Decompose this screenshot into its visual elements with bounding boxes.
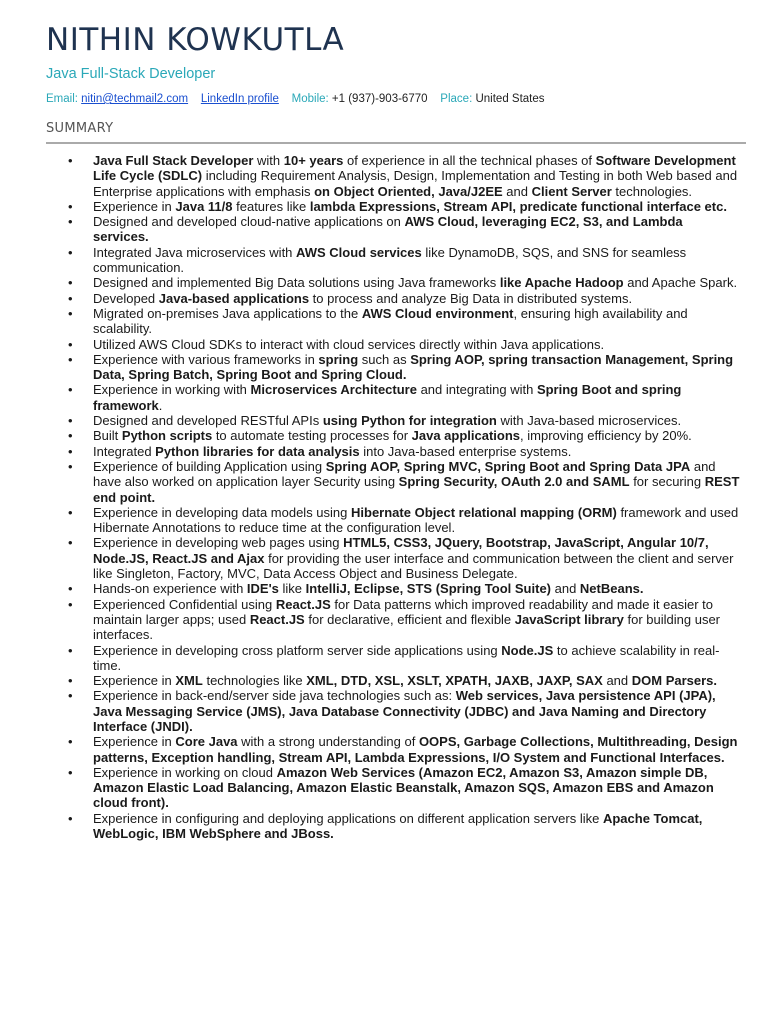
summary-item-text: and have also worked on application layer Security using <box>93 458 716 490</box>
summary-item-bold-text: OOPS, Garbage Collections, Multithreading, Design patterns, Exception handling, Stream API, Lambda Expressions, I/O System and Functional Interfaces. <box>93 734 738 765</box>
summary-item-text: technologies. <box>611 183 693 199</box>
summary-item-bold-text: Java applications <box>411 428 521 444</box>
summary-item-text: Experienced Confidential using <box>93 596 276 612</box>
summary-item <box>93 811 741 842</box>
summary-item-text: for declarative, efficient and flexible <box>304 611 515 627</box>
summary-item-text: Experience in developing data models using <box>93 504 352 520</box>
summary-item-bold-text: Amazon Web Services (Amazon EC2, Amazon S3, Amazon simple DB, Amazon Elastic Load Balancing, Amazon Elastic Beanstalk, Amazon SQS, Amazon EBS and Amazon cloud front). <box>93 764 714 811</box>
summary-item-text: Integrated <box>93 443 156 459</box>
summary-item-bold-text: HTML5, CSS3, JQuery, Bootstrap, JavaScript, Angular 10/7, Node.JS, React.JS and Ajax <box>93 535 709 566</box>
summary-item-bold-text: React.JS <box>249 611 305 627</box>
place-value: United States <box>475 93 545 105</box>
summary-item-text: Designed and implemented Big Data solutions using Java frameworks <box>93 275 500 291</box>
summary-item-bold-text: DOM Parsers. <box>631 673 718 689</box>
summary-item-text: to achieve scalability in real-time. <box>93 642 720 673</box>
contact-line <box>46 93 545 105</box>
summary-item-bold-text: AWS Cloud environment <box>361 305 514 321</box>
summary-item-text: of experience in all the technical phases of <box>343 153 596 168</box>
summary-item <box>93 444 741 459</box>
email-link[interactable]: nitin@techmail2.com <box>81 93 189 105</box>
summary-item <box>93 245 741 276</box>
summary-item-bold-text: NetBeans. <box>579 581 644 597</box>
summary-item-bold-text: using Python for integration <box>322 413 497 429</box>
summary-item-text: and Apache Spark. <box>623 275 738 291</box>
summary-item <box>93 153 741 199</box>
summary-item-text: Designed and developed RESTful APIs <box>93 413 323 429</box>
summary-item-bold-text: Microservices Architecture <box>250 382 417 398</box>
summary-item-text: Experience in developing web pages using <box>93 535 344 551</box>
summary-item <box>93 673 741 688</box>
section-divider <box>46 142 746 144</box>
summary-item <box>93 597 741 643</box>
summary-item-text: Hands-on experience with <box>93 581 247 597</box>
summary-item-bold-text: JavaScript library <box>514 611 624 627</box>
summary-item-bold-text: REST end point. <box>93 474 740 505</box>
summary-item-text: framework and used Hibernate Annotations to reduce time at the configuration level. <box>93 504 739 536</box>
summary-item-text: Experience of building Application using <box>93 458 326 474</box>
summary-item-bold-text: Node.JS <box>501 642 554 658</box>
summary-item <box>93 199 741 214</box>
summary-item <box>93 505 741 536</box>
summary-item-text: with Java-based microservices. <box>496 413 682 429</box>
summary-item-text: and <box>602 673 632 689</box>
summary-item-bold-text: Client Server <box>531 183 612 199</box>
summary-item-text: and <box>502 183 532 199</box>
summary-item-text: with a strong understanding of <box>237 734 419 750</box>
summary-item-bold-text: Web services, Java persistence API (JPA), Java Messaging Service (JMS), Java Database Connectivity (JDBC) and Java Naming and Directory Interface (JNDI). <box>93 688 716 734</box>
summary-item <box>93 382 741 413</box>
summary-item-bold-text: IDE's <box>246 581 279 597</box>
summary-item-bold-text: React.JS <box>275 596 331 612</box>
summary-item <box>93 581 741 596</box>
summary-item <box>93 352 741 383</box>
summary-item-bold-text: Java Full Stack Developer <box>93 153 254 168</box>
summary-item-text: Utilized AWS Cloud SDKs to interact with cloud services directly within Java applications. <box>93 336 605 352</box>
summary-item-bold-text: spring <box>318 351 359 367</box>
summary-item-text: with <box>253 153 284 168</box>
summary-item-text: Experience in working on cloud <box>93 764 277 780</box>
summary-item-text: Experience in <box>93 198 176 214</box>
summary-item-text: for securing <box>629 474 705 490</box>
summary-item <box>93 765 741 811</box>
candidate-name: NITHIN KOWKUTLA <box>46 22 345 58</box>
summary-item-text: Experience in developing cross platform server side applications using <box>93 642 502 658</box>
summary-item-bold-text: 10+ years <box>283 153 344 168</box>
summary-item <box>93 535 741 581</box>
summary-item-text: Experience in <box>93 673 176 689</box>
summary-item-bold-text: Spring AOP, Spring MVC, Spring Boot and Spring Data JPA <box>325 458 691 474</box>
summary-item <box>93 734 741 765</box>
summary-item-text: Experience with various frameworks in <box>93 351 319 367</box>
summary-item-bold-text: Spring Boot and spring framework <box>93 382 682 413</box>
summary-item-text: Designed and developed cloud-native applications on <box>93 214 405 230</box>
summary-item-bold-text: AWS Cloud services <box>296 244 422 260</box>
mobile-label: Mobile: <box>291 93 329 105</box>
summary-item-text: , ensuring high availability and scalability. <box>93 305 688 337</box>
summary-item <box>93 291 741 306</box>
summary-item-text: Migrated on-premises Java applications to the <box>93 305 362 321</box>
summary-item <box>93 337 741 352</box>
summary-item <box>93 459 741 505</box>
summary-item <box>93 214 741 245</box>
summary-item-text: like <box>278 581 306 597</box>
summary-item-text: like DynamoDB, SQS, and SNS for seamless communication. <box>93 244 687 276</box>
place-label: Place: <box>440 93 473 105</box>
summary-item-bold-text: AWS Cloud, leveraging EC2, S3, and Lambda services. <box>93 214 683 245</box>
summary-item-text: and <box>551 581 580 597</box>
summary-item <box>93 306 741 337</box>
summary-item <box>93 428 741 443</box>
summary-item-text: Experience in back-end/server side java technologies such as: <box>93 688 456 704</box>
summary-heading: SUMMARY <box>46 121 114 136</box>
summary-item-bold-text: Java-based applications <box>158 290 310 306</box>
summary-item-bold-text: Python scripts <box>121 428 213 444</box>
summary-item-bold-text: Python libraries for data analysis <box>155 443 360 459</box>
summary-item-bold-text: XML, DTD, XSL, XSLT, XPATH, JAXB, JAXP, SAX <box>306 673 603 689</box>
summary-item-bold-text: on Object Oriented, Java/J2EE <box>314 183 503 199</box>
summary-item-text: features like <box>232 198 310 214</box>
linkedin-link[interactable]: LinkedIn profile <box>200 93 279 105</box>
summary-item-text: for building user interfaces. <box>93 611 721 643</box>
summary-item <box>93 413 741 428</box>
summary-item-text: , improving efficiency by 20%. <box>520 428 692 444</box>
summary-item-text: for Data patterns which improved readability and made it easier to maintain larger apps; used <box>93 596 714 627</box>
summary-item-text: technologies like <box>202 673 307 689</box>
summary-item-text: for providing the user interface and communication between the client and server like Singleton, Factory, MVC, Data Access Object and Business Delegate. <box>93 550 734 582</box>
summary-item-bold-text: IntelliJ, Eclipse, STS (Spring Tool Suite) <box>305 581 551 597</box>
email-label: Email: <box>46 93 78 105</box>
summary-item-bold-text: Java 11/8 <box>175 198 233 214</box>
summary-item <box>93 643 741 674</box>
summary-item-text: . <box>158 397 163 413</box>
summary-item-text: including Requirement Analysis, Design, Implementation and Testing in both Web based and Enterprise applications with emphasis <box>93 168 738 199</box>
summary-item-text: to automate testing processes for <box>212 428 412 444</box>
summary-item-bold-text: Spring Security, OAuth 2.0 and SAML <box>398 474 630 490</box>
summary-item-bold-text: Spring AOP, spring transaction Management, Spring Data, Spring Batch, Spring Boot and Spring Cloud. <box>93 351 734 383</box>
summary-item-text: Integrated Java microservices with <box>93 244 297 260</box>
job-title: Java Full-Stack Developer <box>46 66 216 82</box>
summary-item-text: into Java-based enterprise systems. <box>359 443 572 459</box>
summary-item-text: to process and analyze Big Data in distributed systems. <box>309 290 633 306</box>
summary-item <box>93 275 741 290</box>
summary-item-text: Developed <box>93 290 159 306</box>
summary-item-bold-text: XML <box>175 673 203 689</box>
summary-list <box>93 153 741 841</box>
summary-item-text: Experience in working with <box>93 382 251 398</box>
summary-item-text: such as <box>358 351 411 367</box>
summary-item-bold-text: lambda Expressions, Stream API, predicate functional interface etc. <box>309 198 727 214</box>
summary-item <box>93 688 741 734</box>
summary-item-text: Experience in configuring and deploying applications on different application servers like <box>93 810 603 826</box>
summary-item-bold-text: Hibernate Object relational mapping (ORM) <box>351 504 617 520</box>
summary-item-bold-text: like Apache Hadoop <box>499 275 624 291</box>
summary-item-text: Built <box>93 428 122 444</box>
summary-item-text: Experience in <box>93 734 176 750</box>
summary-item-text: and integrating with <box>416 382 537 398</box>
mobile-value: +1 (937)-903-6770 <box>331 93 428 105</box>
summary-item-bold-text: Core Java <box>175 734 238 750</box>
summary-item-bold-text: Apache Tomcat, WebLogic, IBM WebSphere and JBoss. <box>93 810 703 842</box>
summary-item-bold-text: Software Development Life Cycle (SDLC) <box>93 153 736 184</box>
